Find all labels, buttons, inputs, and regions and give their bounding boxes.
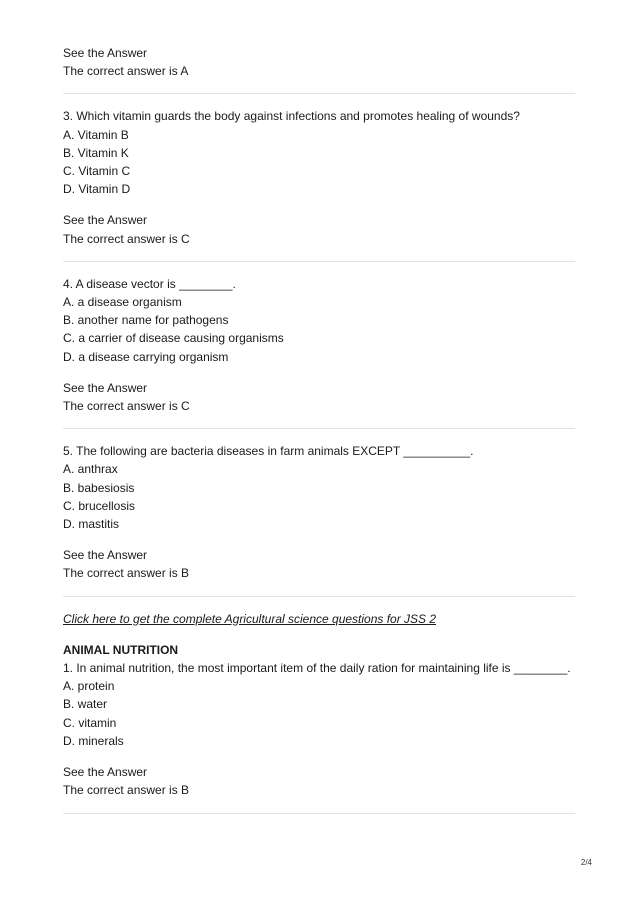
correct-answer-text: The correct answer is B <box>63 566 190 581</box>
option: A. Vitamin B <box>63 127 129 142</box>
page-number: 2/4 <box>580 858 592 867</box>
correct-answer-text: The correct answer is C <box>63 399 190 414</box>
option: A. anthrax <box>63 462 118 477</box>
see-answer-link[interactable]: See the Answer <box>63 213 148 228</box>
question-text: 5. The following are bacteria diseases in farm animals EXCEPT __________. <box>63 444 474 459</box>
option: C. vitamin <box>63 715 117 730</box>
correct-answer-text: The correct answer is B <box>63 783 190 798</box>
option: B. water <box>63 697 108 712</box>
divider <box>63 596 575 597</box>
question-text: 4. A disease vector is ________. <box>63 276 236 291</box>
divider <box>63 93 575 94</box>
option: D. minerals <box>63 733 124 748</box>
see-answer-link[interactable]: See the Answer <box>63 765 148 780</box>
option: C. Vitamin C <box>63 164 131 179</box>
question-block <box>63 442 575 582</box>
section-heading: ANIMAL NUTRITION <box>63 642 179 657</box>
option: C. brucellosis <box>63 498 136 513</box>
previous-answer-block <box>63 44 575 80</box>
option: A. a disease organism <box>63 295 182 310</box>
divider <box>63 428 575 429</box>
divider <box>63 813 575 814</box>
question-text: 3. Which vitamin guards the body against infections and promotes healing of wounds? <box>63 109 520 124</box>
question-block <box>63 107 575 247</box>
see-answer-link[interactable]: See the Answer <box>63 46 148 60</box>
option: D. mastitis <box>63 517 120 532</box>
option: B. another name for pathogens <box>63 313 229 328</box>
option: B. babesiosis <box>63 480 135 495</box>
complete-questions-link[interactable]: Click here to get the complete Agricultural science questions for JSS 2 <box>63 611 437 626</box>
divider <box>63 261 575 262</box>
question-text: 1. In animal nutrition, the most important item of the daily ration for maintaining life is ________. <box>63 661 571 676</box>
see-answer-link[interactable]: See the Answer <box>63 380 148 395</box>
option: C. a carrier of disease causing organisms <box>63 331 284 346</box>
document-page <box>63 44 575 827</box>
section-animal-nutrition <box>63 641 575 800</box>
option: D. a disease carrying organism <box>63 349 229 364</box>
option: B. Vitamin K <box>63 145 129 160</box>
see-answer-link[interactable]: See the Answer <box>63 548 148 563</box>
option: A. protein <box>63 679 115 694</box>
question-block <box>63 275 575 415</box>
correct-answer-text: The correct answer is C <box>63 231 190 246</box>
option: D. Vitamin D <box>63 182 131 197</box>
correct-answer-text: The correct answer is A <box>63 64 189 79</box>
